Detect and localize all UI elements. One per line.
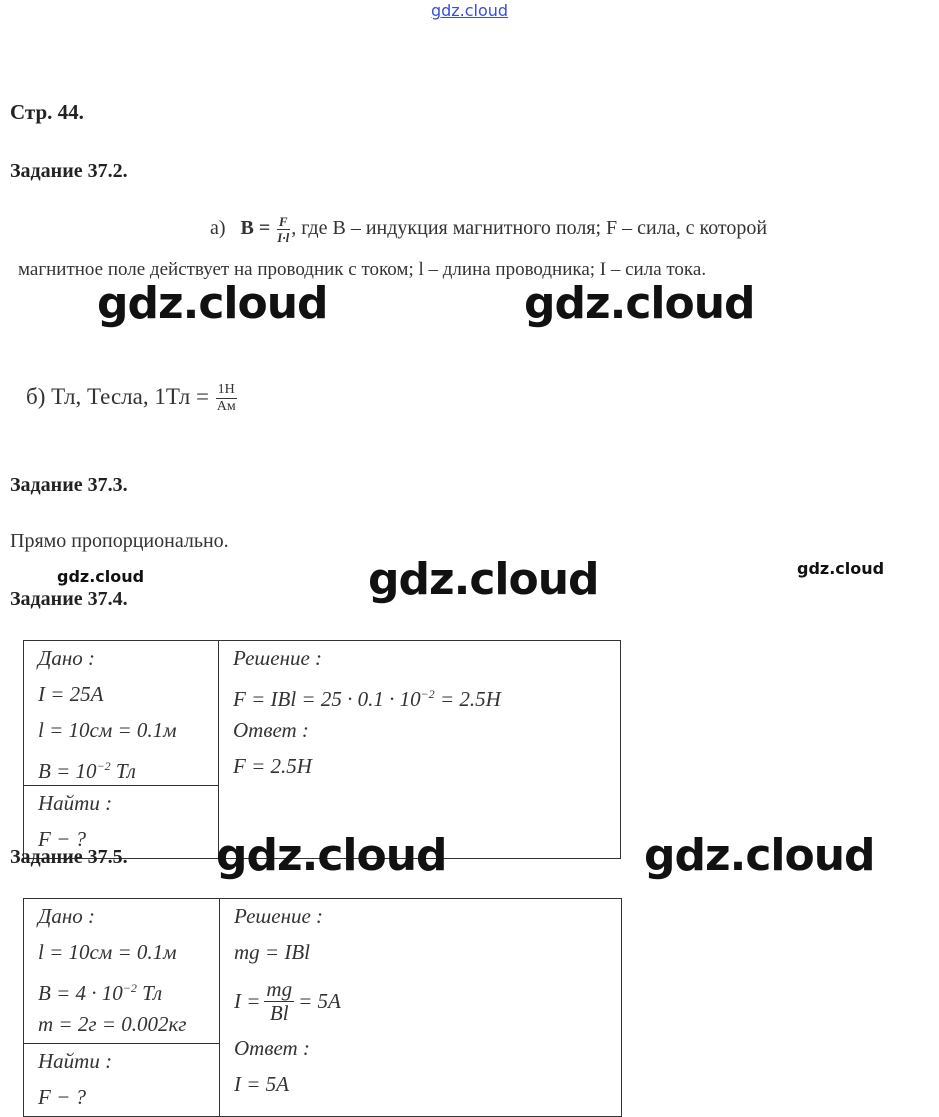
- solution-cell: [219, 641, 621, 859]
- part-a-definition: , где B – индукция магнитного поля; F – сила, с которой: [291, 217, 768, 240]
- watermark: gdz.cloud: [57, 567, 145, 586]
- task-37-2-heading: Задание 37.2.: [10, 160, 128, 182]
- find-title: Найти :: [38, 1049, 113, 1073]
- top-watermark-link[interactable]: gdz.cloud: [430, 1, 509, 20]
- given-title: Дано :: [38, 904, 96, 928]
- solution-line: mg = IBl: [234, 940, 310, 964]
- task-37-3-heading: Задание 37.3.: [10, 474, 128, 496]
- answer-title: Ответ :: [234, 1036, 310, 1060]
- given-title: Дано :: [38, 646, 96, 670]
- task-37-2-part-b: [26, 383, 238, 414]
- given-cell: [24, 899, 220, 1044]
- answer-value: I = 5A: [234, 1072, 289, 1096]
- watermark: gdz.cloud: [97, 278, 328, 329]
- solution-fraction-line: I = $\frac{mg}{Bl}$ = 5A: [234, 976, 341, 1025]
- formula-B: B =: [240, 217, 271, 240]
- fraction-numerator: F: [278, 214, 288, 229]
- answer-value: F = 2.5H: [233, 754, 312, 778]
- watermark: gdz.cloud: [524, 278, 755, 329]
- fraction-denominator: I·l: [277, 230, 290, 245]
- given-item: l = 10см = 0.1м: [38, 940, 177, 964]
- given-item: l = 10см = 0.1м: [38, 718, 177, 742]
- find-item: F − ?: [38, 1085, 86, 1109]
- tesla-numerator: 1Н: [217, 382, 235, 397]
- page-number: Стр. 44.: [10, 100, 84, 124]
- part-a-label: а): [210, 217, 226, 240]
- given-cell: [24, 641, 219, 786]
- task-37-5-solution-table: [23, 898, 622, 1117]
- part-b-text: б) Тл, Тесла, 1Тл =: [26, 383, 209, 409]
- solution-cell: [220, 899, 622, 1117]
- solution-formula: F = IBl = $25 \cdot 0.1 \cdot 10^{-2} = 2.5H$: [233, 687, 501, 711]
- task-37-4-solution-table: [23, 640, 621, 859]
- tesla-fraction: [215, 383, 238, 414]
- solution-title: Решение :: [234, 904, 324, 928]
- given-item: m = 2г = 0.002кг: [38, 1012, 187, 1036]
- given-item: I = 25A: [38, 682, 104, 706]
- task-37-2-part-a-line1: [210, 215, 767, 244]
- formula-fraction: [275, 215, 291, 244]
- task-37-3-answer: Прямо пропорционально.: [10, 530, 229, 552]
- given-item: $B = 10^{-2}$ Тл: [38, 759, 136, 783]
- solution-title: Решение :: [233, 646, 323, 670]
- find-cell: [24, 1044, 220, 1117]
- watermark: gdz.cloud: [797, 559, 885, 578]
- find-title: Найти :: [38, 791, 113, 815]
- find-item: F − ?: [38, 827, 86, 851]
- task-37-4-heading: Задание 37.4.: [10, 588, 128, 610]
- watermark: gdz.cloud: [368, 554, 599, 605]
- watermark: gdz.cloud: [216, 830, 447, 881]
- task-37-5-heading: Задание 37.5.: [10, 846, 128, 868]
- tesla-denominator: Ам: [216, 399, 236, 414]
- answer-title: Ответ :: [233, 718, 309, 742]
- watermark: gdz.cloud: [644, 830, 875, 881]
- given-item: $B = 4 \cdot 10^{-2}$ Тл: [38, 981, 163, 1005]
- solution-fraction: $\frac{mg}{Bl}$: [266, 976, 293, 1025]
- task-37-2-part-a-line2: магнитное поле действует на проводник с током; l – длина проводника; I – сила тока.: [18, 259, 707, 280]
